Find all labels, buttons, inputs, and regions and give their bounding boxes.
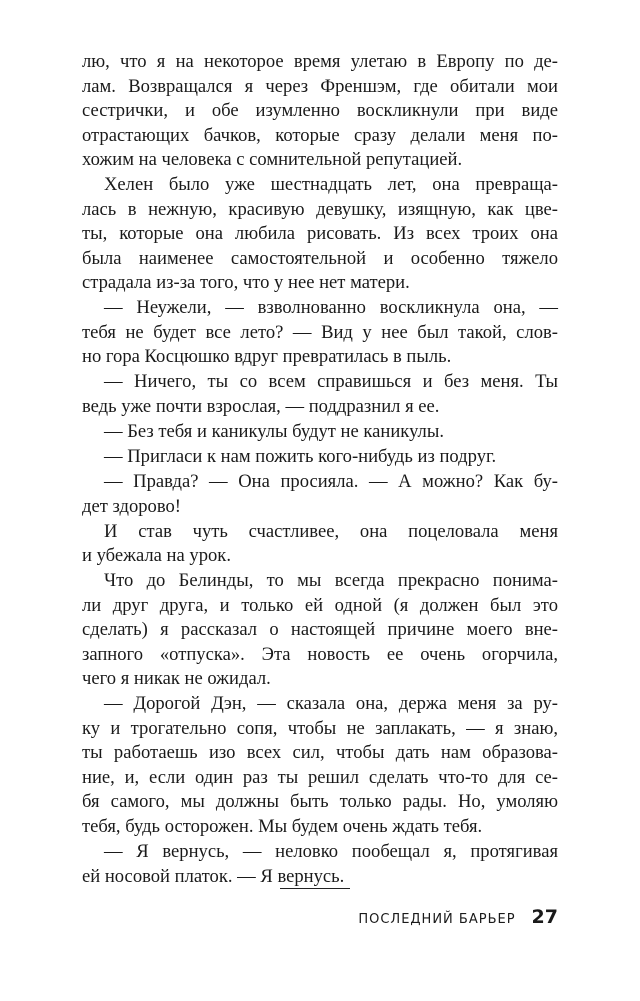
text-line: И став чуть счастливее, она поцеловала меня xyxy=(104,520,558,542)
text-line: — Дорогой Дэн, — сказала она, держа меня за ру- xyxy=(104,693,558,715)
text-line: Хелен было уже шестнадцать лет, она превраща- xyxy=(104,174,558,196)
text-line: бя самого, мы должны быть только рады. Но, умоляю xyxy=(82,791,558,813)
text-line: ей носовой платок. — Я вернусь. xyxy=(82,865,345,887)
text-line: отрастающих бачков, которые сразу делали меня по- xyxy=(82,124,558,146)
text-line: страдала из-за того, что у нее нет матери. xyxy=(82,272,410,294)
text-line: ние, и, если один раз ты решил сделать что-то для се- xyxy=(82,766,558,788)
text-line: ты работаешь изо всех сил, чтобы дать нам образова- xyxy=(82,742,558,764)
text-line: тебя, будь осторожен. Мы будем очень ждать тебя. xyxy=(82,815,483,837)
text-line: лю, что я на некоторое время улетаю в Европу по де- xyxy=(82,51,558,72)
text-line: но гора Косцюшко вдруг превратилась в пыль. xyxy=(82,346,452,368)
text-line: — Без тебя и каникулы будут не каникулы. xyxy=(104,420,444,442)
text-line: и убежала на урок. xyxy=(82,545,231,567)
text-line: хожим на человека с сомнительной репутацией. xyxy=(82,149,463,170)
running-footer xyxy=(300,906,558,930)
text-line: лась в нежную, красивую девушку, изящную, как цве- xyxy=(82,198,558,220)
text-line: ку и трогательно сопя, чтобы не заплакать, — я знаю, xyxy=(82,717,558,739)
text-line: запного «отпуска». Эта новость ее очень огорчила, xyxy=(82,643,558,665)
text-line: ведь уже почти взрослая, — поддразнил я ее. xyxy=(82,395,440,417)
text-line: — Правда? — Она просияла. — А можно? Как бу- xyxy=(104,471,558,493)
page-number: 27 xyxy=(531,906,558,928)
text-line: сделать) я рассказал о настоящей причине моего вне- xyxy=(82,619,558,641)
text-line: была наименее самостоятельной и особенно тяжело xyxy=(82,247,558,269)
text-line: ли друг друга, и только ей одной (я должен был это xyxy=(82,594,558,616)
text-line: — Пригласи к нам пожить кого-нибудь из подруг. xyxy=(104,446,497,467)
running-title: ПОСЛЕДНИЙ БАРЬЕР xyxy=(358,912,516,927)
text-line: дет здорово! xyxy=(82,495,181,517)
text-line: ты, которые она любила рисовать. Из всех троих она xyxy=(82,223,558,245)
text-line: — Ничего, ты со всем справишься и без меня. Ты xyxy=(104,371,558,393)
text-line: тебя не будет все лето? — Вид у нее был такой, слов- xyxy=(82,321,558,343)
text-line: Что до Белинды, то мы всегда прекрасно понима- xyxy=(104,570,558,592)
text-line: сестрички, и обе изумленно воскликнули при виде xyxy=(82,100,558,121)
text-line: — Неужели, — взволнованно воскликнула она, — xyxy=(104,297,558,319)
text-line: лам. Возвращался я через Френшэм, где обитали мои xyxy=(82,75,558,97)
text-line: чего я никак не ожидал. xyxy=(82,668,271,690)
text-line: — Я вернусь, — неловко пообещал я, протягивая xyxy=(104,841,558,862)
footer-separator xyxy=(280,888,350,889)
